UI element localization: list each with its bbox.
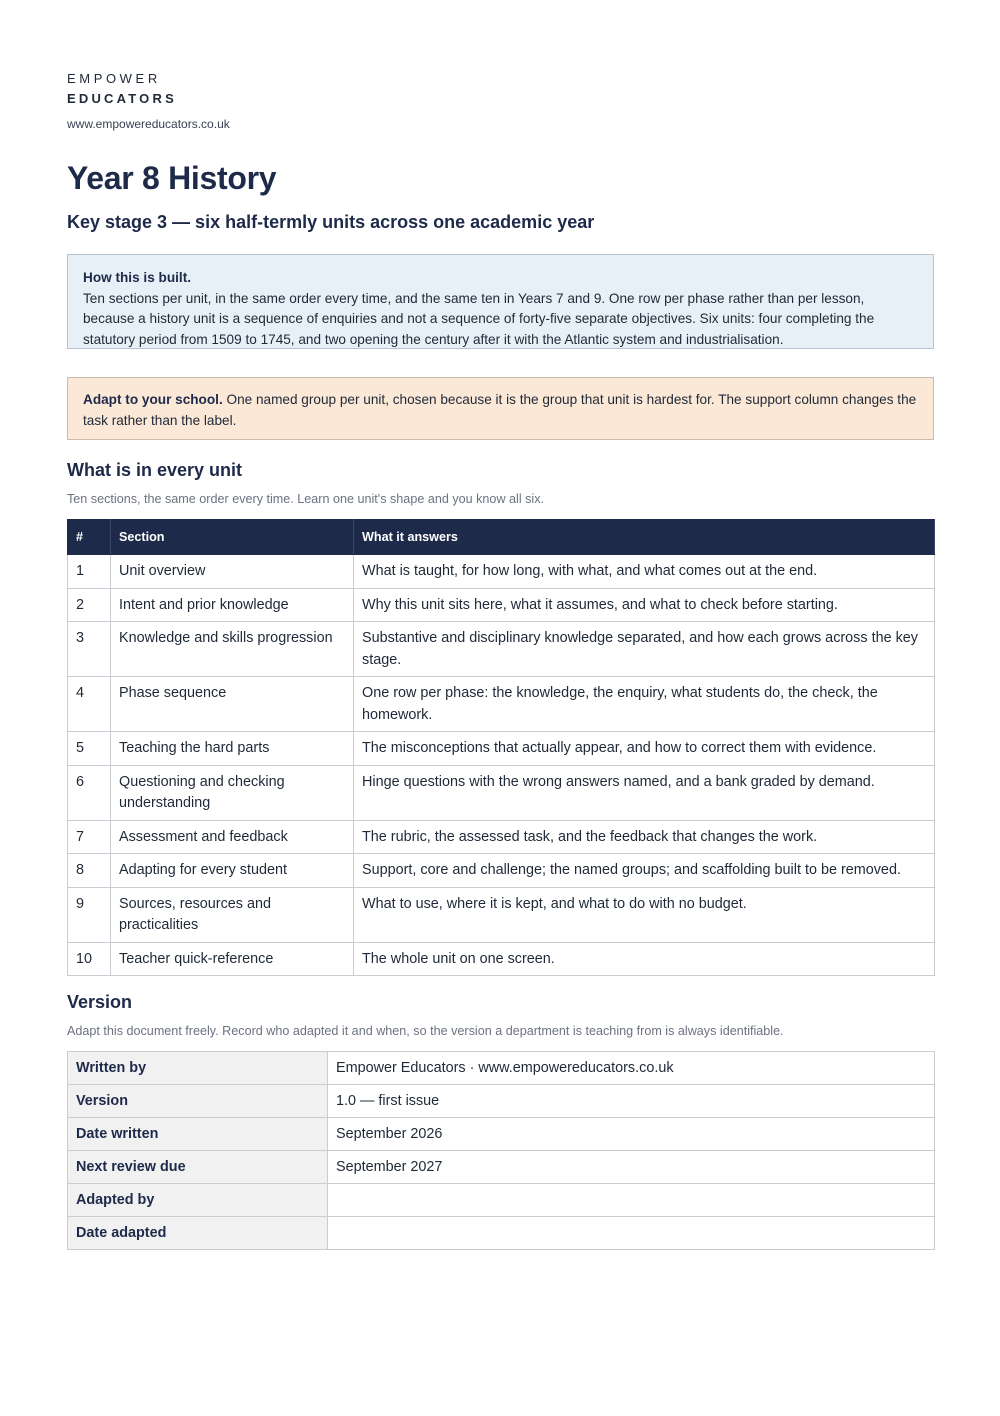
table-row xyxy=(68,765,935,820)
row-section: Adapting for every student xyxy=(111,854,354,888)
adapted-by-field[interactable] xyxy=(328,1184,935,1217)
row-number: 5 xyxy=(68,732,111,766)
adapt-body: One named group per unit, chosen because it is the group that unit is hardest for. The support column changes the task rather than the label. xyxy=(83,392,917,428)
row-number: 1 xyxy=(68,555,111,589)
site-url[interactable]: www.empowereducators.co.uk xyxy=(67,117,230,131)
row-answers: What to use, where it is kept, and what to do with no budget. xyxy=(354,887,935,942)
adapt-callout xyxy=(67,377,934,440)
row-answers: Why this unit sits here, what it assumes, and what to check before starting. xyxy=(354,588,935,622)
brand-line-2: EDUCATORS xyxy=(67,91,177,106)
version-key: Adapted by xyxy=(68,1184,328,1217)
row-section: Assessment and feedback xyxy=(111,820,354,854)
row-number: 8 xyxy=(68,854,111,888)
version-key: Version xyxy=(68,1085,328,1118)
column-header-number: # xyxy=(68,520,111,555)
row-number: 9 xyxy=(68,887,111,942)
version-value: September 2027 xyxy=(328,1151,935,1184)
row-section: Questioning and checking understanding xyxy=(111,765,354,820)
table-row xyxy=(68,1217,935,1250)
row-section: Phase sequence xyxy=(111,677,354,732)
row-answers: One row per phase: the knowledge, the enquiry, what students do, the check, the homework. xyxy=(354,677,935,732)
table-row xyxy=(68,1085,935,1118)
version-note: Adapt this document freely. Record who adapted it and when, so the version a department is teaching from is always identifiable. xyxy=(67,1024,784,1038)
row-number: 7 xyxy=(68,820,111,854)
brand-line-1: EMPOWER xyxy=(67,71,161,86)
row-answers: Support, core and challenge; the named groups; and scaffolding built to be removed. xyxy=(354,854,935,888)
table-row xyxy=(68,732,935,766)
table-row xyxy=(68,1052,935,1085)
row-number: 3 xyxy=(68,622,111,677)
table-row xyxy=(68,1184,935,1217)
table-row xyxy=(68,942,935,976)
units-table-header xyxy=(68,520,935,555)
column-header-answers: What it answers xyxy=(354,520,935,555)
row-number: 6 xyxy=(68,765,111,820)
version-table xyxy=(67,1051,935,1250)
row-number: 4 xyxy=(68,677,111,732)
version-key: Date adapted xyxy=(68,1217,328,1250)
table-row xyxy=(68,677,935,732)
version-key: Next review due xyxy=(68,1151,328,1184)
table-row xyxy=(68,887,935,942)
version-value: September 2026 xyxy=(328,1118,935,1151)
row-section: Sources, resources and practicalities xyxy=(111,887,354,942)
adapt-title: Adapt to your school. xyxy=(83,392,223,407)
row-answers: The whole unit on one screen. xyxy=(354,942,935,976)
table-row xyxy=(68,1151,935,1184)
row-section: Teaching the hard parts xyxy=(111,732,354,766)
table-row xyxy=(68,588,935,622)
how-built-title: How this is built. xyxy=(83,270,191,285)
row-section: Knowledge and skills progression xyxy=(111,622,354,677)
row-number: 2 xyxy=(68,588,111,622)
version-value: 1.0 — first issue xyxy=(328,1085,935,1118)
row-answers: The rubric, the assessed task, and the feedback that changes the work. xyxy=(354,820,935,854)
table-row xyxy=(68,820,935,854)
table-row xyxy=(68,622,935,677)
table-row xyxy=(68,555,935,589)
version-key: Date written xyxy=(68,1118,328,1151)
page-title: Year 8 History xyxy=(67,160,277,196)
row-answers: Hinge questions with the wrong answers named, and a bank graded by demand. xyxy=(354,765,935,820)
row-section: Intent and prior knowledge xyxy=(111,588,354,622)
row-section: Teacher quick-reference xyxy=(111,942,354,976)
row-section: Unit overview xyxy=(111,555,354,589)
row-answers: What is taught, for how long, with what, and what comes out at the end. xyxy=(354,555,935,589)
row-number: 10 xyxy=(68,942,111,976)
row-answers: Substantive and disciplinary knowledge separated, and how each grows across the key stage. xyxy=(354,622,935,677)
date-adapted-field[interactable] xyxy=(328,1217,935,1250)
version-key: Written by xyxy=(68,1052,328,1085)
page-subtitle: Key stage 3 — six half-termly units across one academic year xyxy=(67,212,595,232)
how-built-body: Ten sections per unit, in the same order every time, and the same ten in Years 7 and 9. One row per phase rather than per lesson, because a history unit is a sequence of enquiries and not a sequence of forty-five separate objectives. Six units: four completing the statutory period from 1509 to 1745, and two opening the century after it with the Atlantic system and industrialisation. xyxy=(83,290,875,347)
table-row xyxy=(68,1118,935,1151)
version-heading: Version xyxy=(67,992,133,1012)
column-header-section: Section xyxy=(111,520,354,555)
table-row xyxy=(68,854,935,888)
units-heading: What is in every unit xyxy=(67,460,243,480)
units-table xyxy=(67,519,935,976)
units-note: Ten sections, the same order every time. Learn one unit's shape and you know all six. xyxy=(67,492,545,506)
brand-logo xyxy=(67,69,177,109)
version-value: Empower Educators · www.empowereducators.co.uk xyxy=(328,1052,935,1085)
row-answers: The misconceptions that actually appear, and how to correct them with evidence. xyxy=(354,732,935,766)
how-built-callout xyxy=(67,254,934,349)
